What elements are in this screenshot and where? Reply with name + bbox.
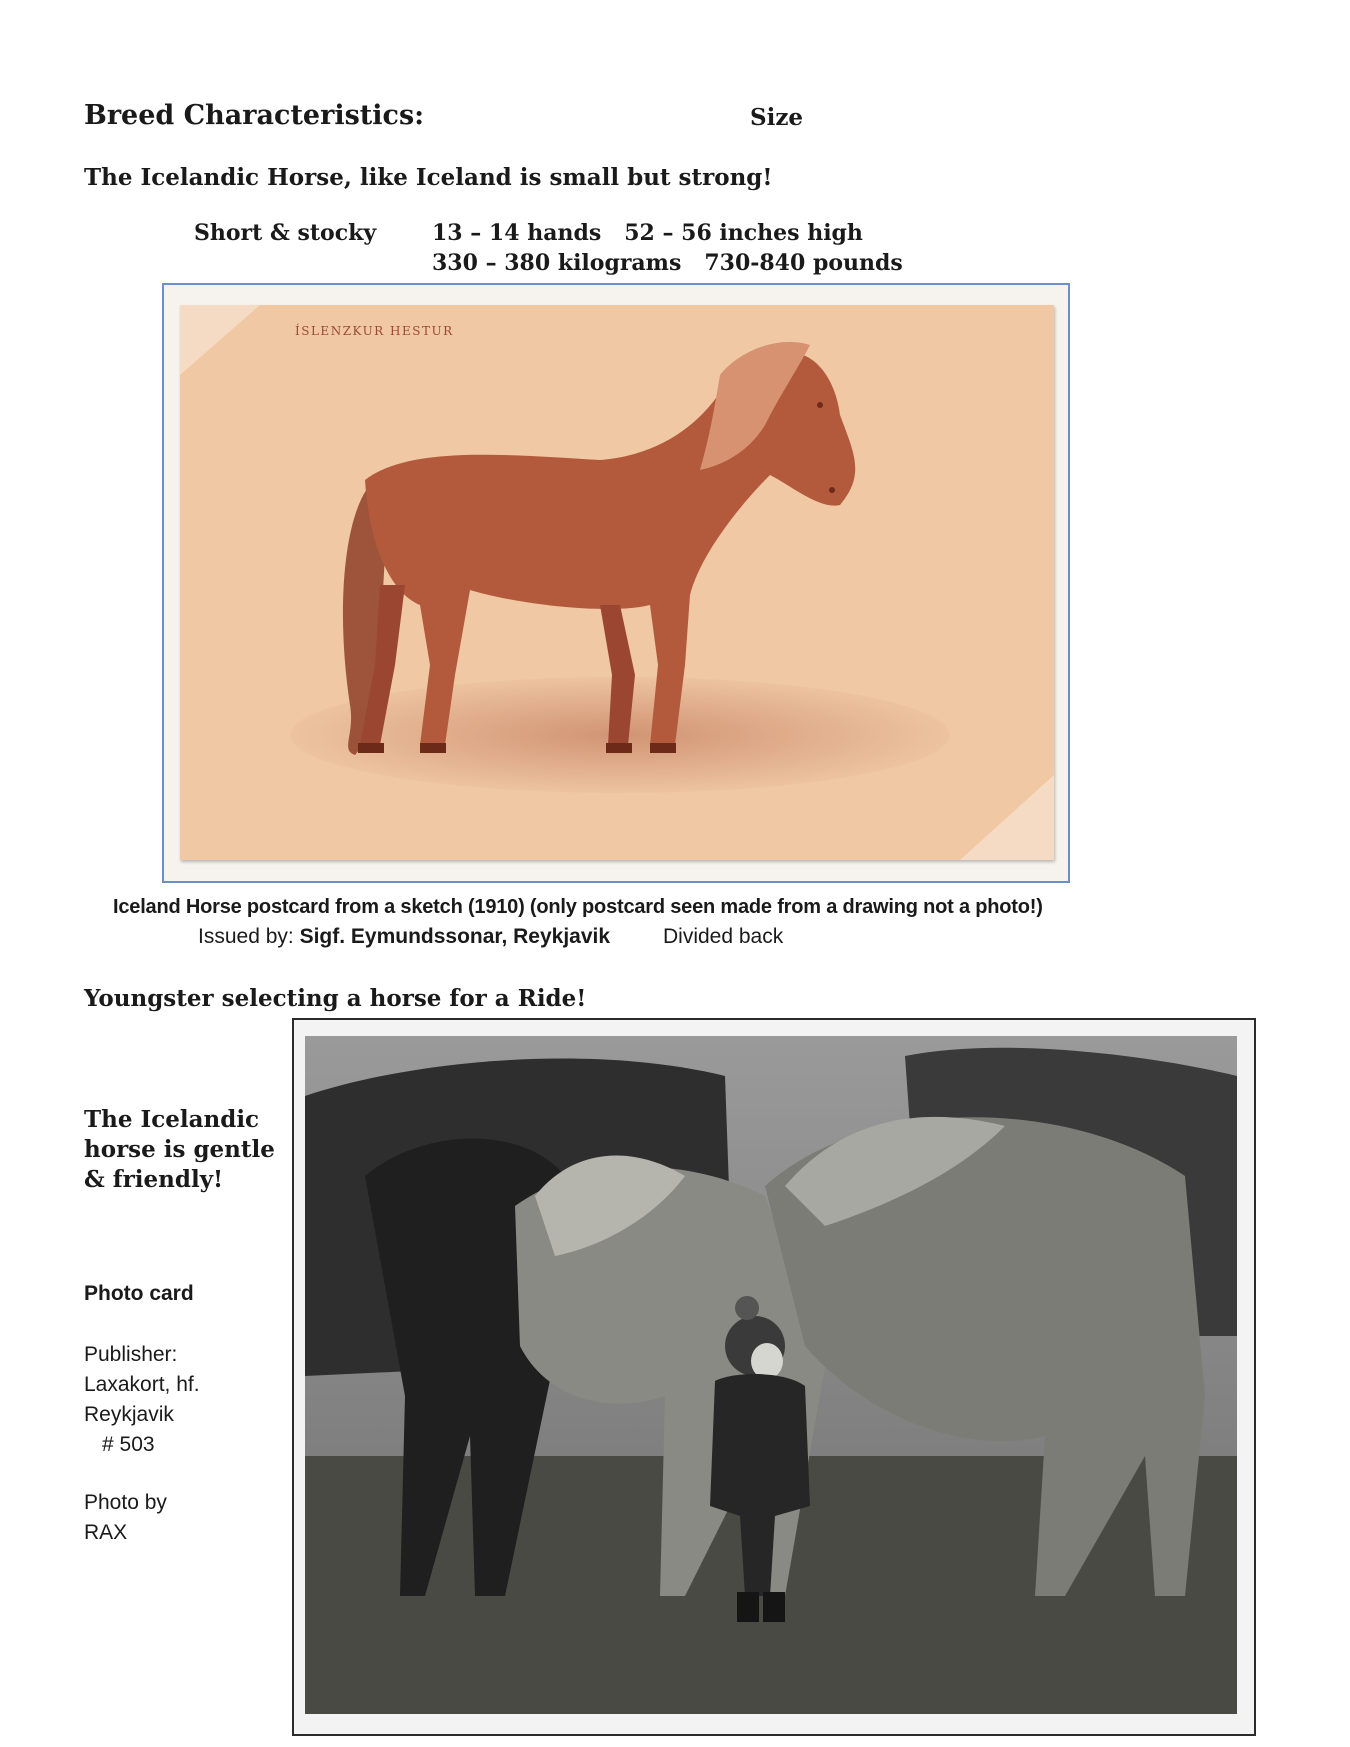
back-type: Divided back: [663, 925, 784, 948]
publisher-block: [84, 1340, 200, 1460]
photo-credit: [84, 1488, 167, 1548]
postcard-image: [180, 305, 1054, 860]
publisher-name: Laxakort, hf.: [84, 1373, 200, 1396]
photo-heading: Youngster selecting a horse for a Ride!: [84, 985, 587, 1012]
card-type: Photo card: [84, 1282, 194, 1305]
postcard-caption: Iceland Horse postcard from a sketch (1910) (only postcard seen made from a drawing not a photo!): [113, 896, 1043, 918]
card-number: # 503: [102, 1433, 155, 1456]
topic-label: Size: [750, 104, 804, 131]
postcard-inscription: ÍSLENZKUR HESTUR: [295, 324, 454, 338]
publisher-label: Publisher:: [84, 1343, 178, 1366]
horses-with-child-photo: [305, 1036, 1237, 1714]
postcard-issuer-line: [198, 925, 610, 949]
photo-by-label: Photo by: [84, 1491, 167, 1514]
horse-sketch: [180, 305, 1054, 860]
intro-text: The Icelandic Horse, like Iceland is small but strong!: [84, 164, 773, 191]
publisher-city: Reykjavik: [84, 1403, 174, 1426]
page-title: Breed Characteristics:: [84, 100, 425, 131]
issued-prefix: Issued by:: [198, 925, 300, 948]
build-spec: Short & stocky: [194, 220, 377, 246]
issuer-name: Sigf. Eymundssonar, Reykjavik: [299, 925, 611, 948]
gentle-note: The Icelandic horse is gentle & friendly!: [84, 1106, 275, 1193]
photographer: RAX: [84, 1521, 128, 1544]
weight-spec: 330 – 380 kilograms 730-840 pounds: [432, 250, 903, 276]
height-spec: 13 – 14 hands 52 – 56 inches high: [432, 220, 863, 246]
horses-photo: [305, 1036, 1237, 1714]
